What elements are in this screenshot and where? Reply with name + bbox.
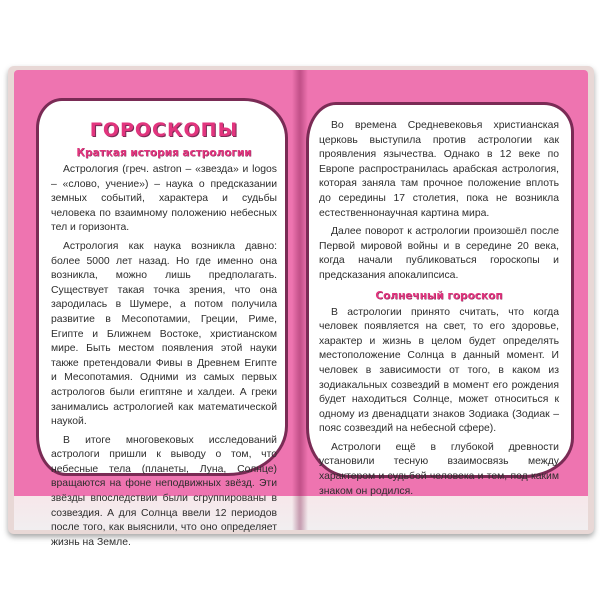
paragraph: Во времена Средневековья христианская церковь выступила против астрологии как проявления язычества. Однако в 12 веке по Европе распространилась арабская астрология, которая заняла там прочное положение вплоть до середины 17 столетия, пока не возникла естественнонаучная картина мира. xyxy=(319,120,559,219)
page-title: ГОРОСКОПЫ xyxy=(89,119,239,141)
paragraph: В астрологии принято считать, что когда человек появляется на свет, то его здоровье, характер и жизнь в целом будет определять местоположение Солнца в данный момент. И человек в зависимости от того, в каком из зодиакальных созвездий в момент его рождения будет находиться Солнце, может относиться к одному из двенадцати знаков Зодиака (Зодиак – пояс созвездий на небесной сфере). xyxy=(319,306,559,435)
section-heading: Краткая история астрологии xyxy=(76,147,252,159)
paragraph: Астрология (греч. astron – «звезда» и logos – «слово, учение») – наука о предсказании земных событий, характера и судьбы человека по взаимному положению небесных тел и горизонта. xyxy=(51,164,277,234)
left-text-panel xyxy=(36,98,288,548)
paragraph: В итоге многовековых исследований астрологи пришли к выводу о том, что небесные тела (планеты, Луна, Солнце) вращаются на фоне неподвижных звёзд. Эти звёзды впоследствии были сгруппированы в созвездия. А для Солнца ввели 12 периодов после того, как выяснили, что оно определяет жизнь на Земле. xyxy=(51,434,277,548)
paragraph: Астрология как наука возникла давно: более 5000 лет назад. Но где именно она возникла, можно лишь предполагать. Существует такая точка зрения, что она зародилась в Шумере, а потом получила развитие в Месопотамии, Греции, Риме, Египте и Ближнем Востоке, христианском мире. Быть местом появления этой науки также претендовали Фивы в Древнем Египте и Месопотамия. Одними из самых первых астрологов были египтяне и халдеи. А греки занимались астрологией как математической наукой. xyxy=(51,240,277,428)
paragraph: Далее поворот к астрологии произошёл после Первой мировой войны и в середине 20 века, когда начали публиковаться гороскопы и предсказания апокалипсиса. xyxy=(319,226,559,281)
floral-page-edge xyxy=(300,496,588,530)
paragraph: Астрологи ещё в глубокой древности установили тесную взаимосвязь между характером и судьбой человека и тем, под каким знаком он родился. xyxy=(319,441,559,497)
right-text-panel xyxy=(306,102,574,497)
section-heading: Солнечный гороскоп xyxy=(375,289,503,302)
